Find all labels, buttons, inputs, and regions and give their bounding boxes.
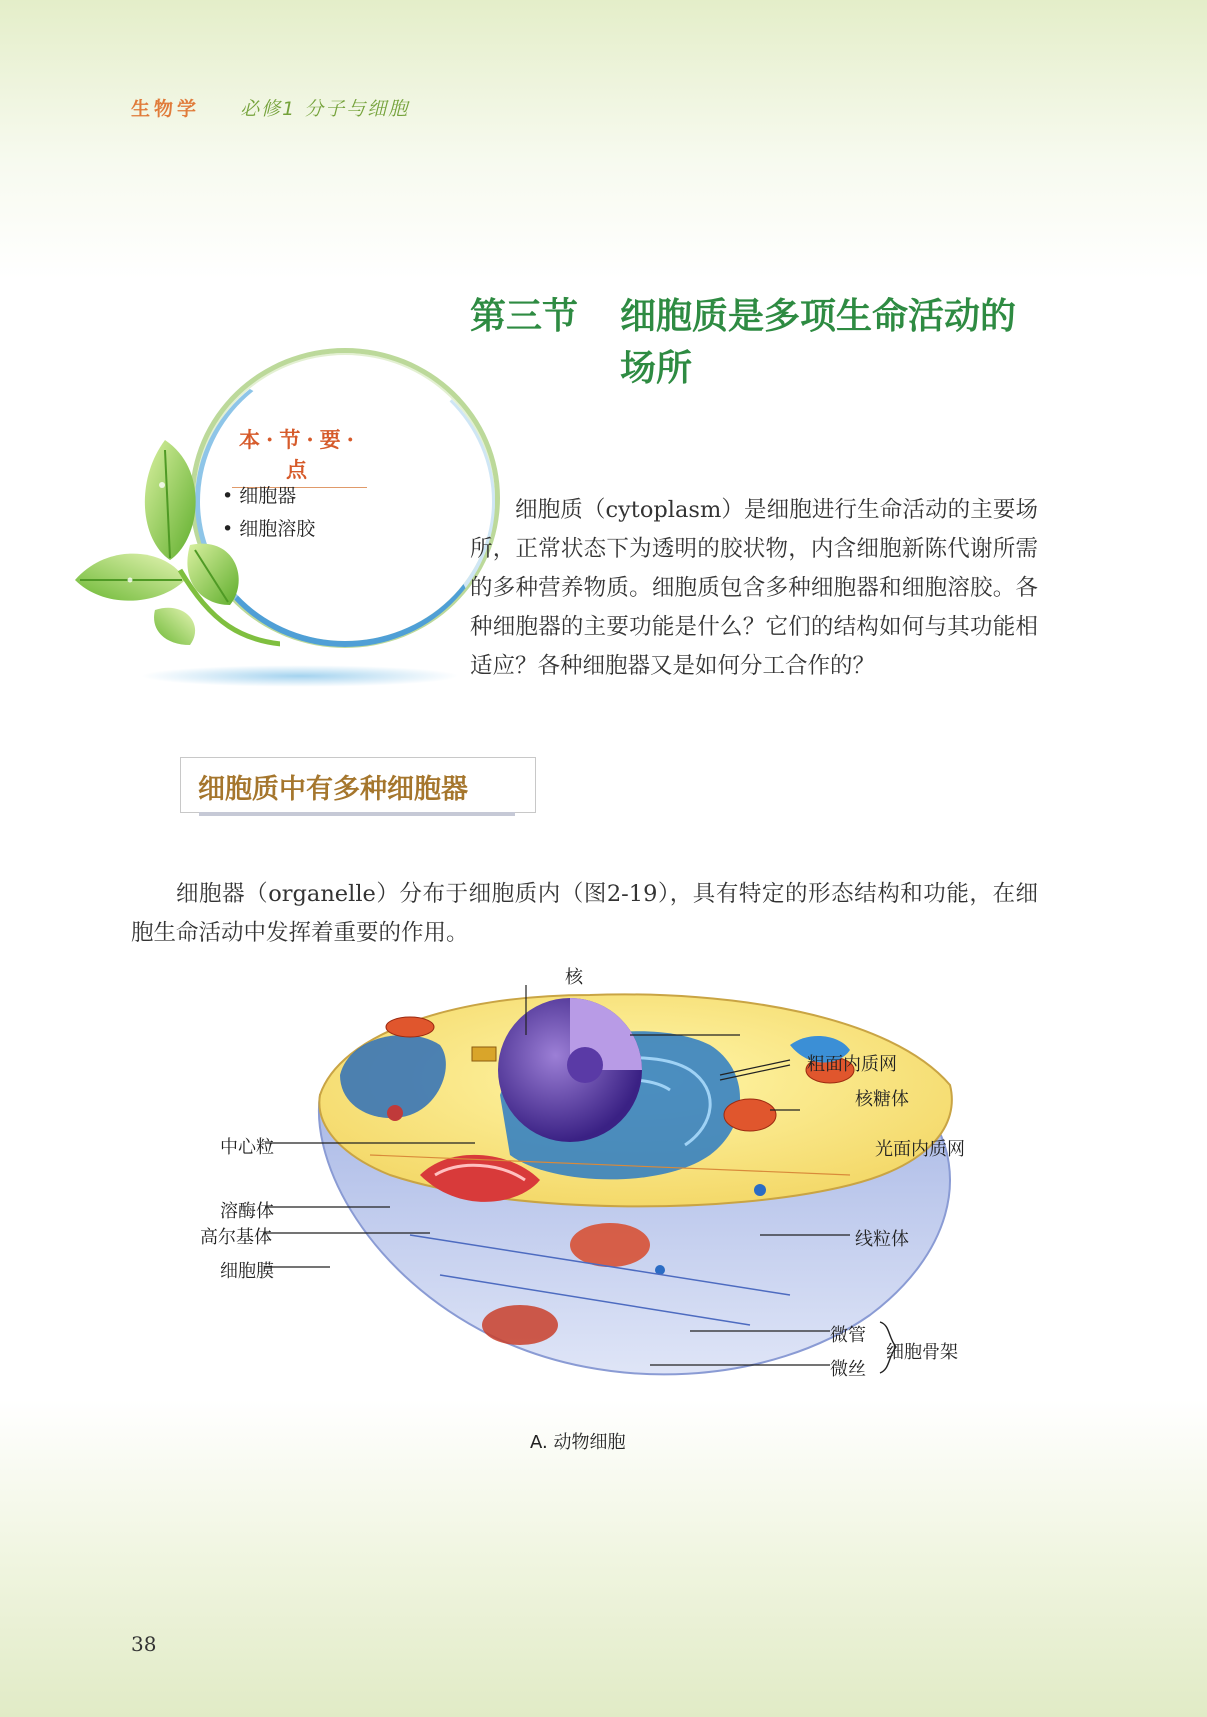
section-title bbox=[470, 290, 1070, 394]
label-lysosome: 溶酶体 bbox=[220, 1201, 274, 1222]
label-ribosome: 核糖体 bbox=[855, 1089, 909, 1110]
section-number: 第三节 bbox=[470, 295, 579, 337]
page-number: 38 bbox=[131, 1632, 157, 1656]
label-golgi: 高尔基体 bbox=[200, 1227, 272, 1248]
label-microfilament: 微丝 bbox=[830, 1359, 866, 1380]
section-title-line2: 场所 bbox=[620, 347, 693, 389]
keypoints-shadow bbox=[140, 665, 460, 687]
subheading-box bbox=[180, 757, 536, 813]
body-paragraph: 细胞器（organelle）分布于细胞质内（图2-19），具有特定的形态结构和功能，在细胞生命活动中发挥着重要的作用。 bbox=[131, 880, 1038, 946]
label-microtubule: 微管 bbox=[830, 1325, 866, 1346]
section-title-line1: 细胞质是多项生命活动的 bbox=[620, 295, 1017, 337]
running-head bbox=[131, 94, 409, 121]
keypoint-item: • 细胞器 bbox=[222, 480, 315, 513]
animal-cell-figure bbox=[190, 967, 1050, 1445]
keypoints-list bbox=[222, 480, 315, 546]
figure-caption: A. 动物细胞 bbox=[530, 1432, 626, 1453]
keypoint-item: • 细胞溶胶 bbox=[222, 513, 315, 546]
header-subject: 生物学 bbox=[131, 98, 201, 120]
label-rough-er: 粗面内质网 bbox=[807, 1054, 897, 1075]
keypoints-panel bbox=[70, 340, 450, 700]
label-smooth-er: 光面内质网 bbox=[875, 1139, 965, 1160]
keypoints-title: 本·节·要·点 bbox=[232, 424, 367, 488]
subheading-underline bbox=[199, 812, 515, 816]
intro-paragraph: 细胞质（cytoplasm）是细胞进行生命活动的主要场所，正常状态下为透明的胶状物，内含细胞新陈代谢所需的多种营养物质。细胞质包含多种细胞器和细胞溶胶。各种细胞器的主要功能是什么？它们的结构如何与其功能相适应？各种细胞器又是如何分工合作的？ bbox=[470, 496, 1038, 679]
label-membrane: 细胞膜 bbox=[220, 1261, 274, 1282]
label-nucleus: 核 bbox=[565, 967, 583, 988]
label-mitochondria: 线粒体 bbox=[855, 1229, 909, 1250]
label-centriole: 中心粒 bbox=[220, 1137, 274, 1158]
label-cytoskeleton: 细胞骨架 bbox=[886, 1342, 958, 1363]
subheading: 细胞质中有多种细胞器 bbox=[198, 774, 468, 805]
header-book: 必修1 分子与细胞 bbox=[240, 98, 410, 120]
